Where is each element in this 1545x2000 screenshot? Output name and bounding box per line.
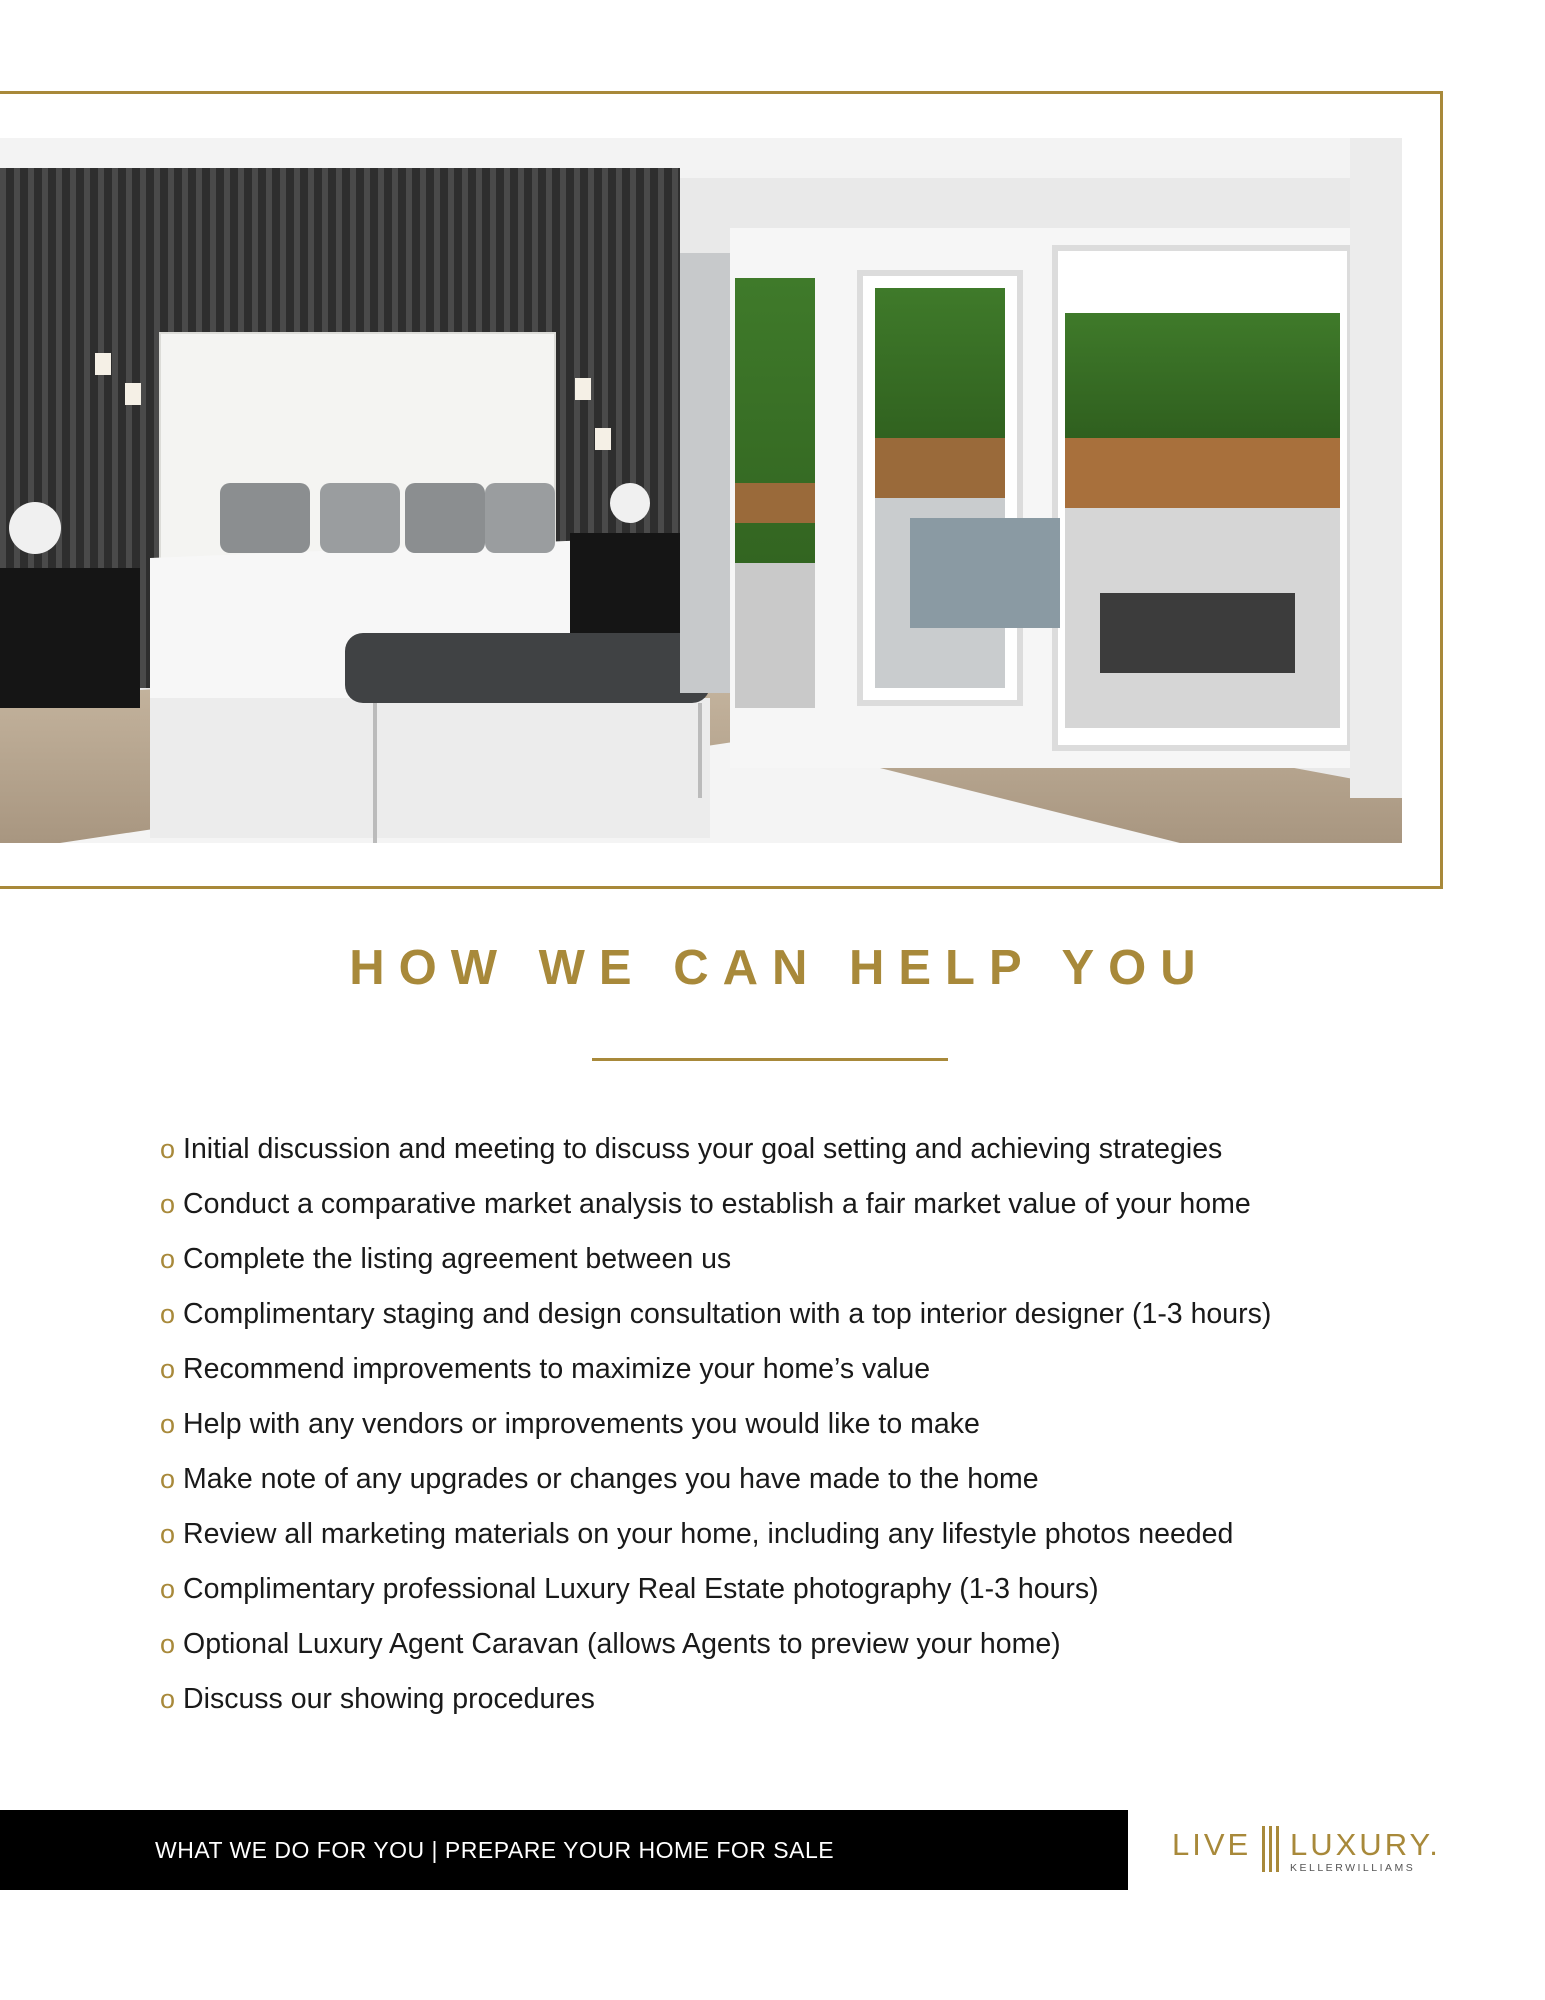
bullet-marker: o	[160, 1244, 176, 1274]
list-item-text: Make note of any upgrades or changes you have made to the home	[183, 1463, 1039, 1495]
bullet-marker: o	[160, 1629, 176, 1659]
logo-pillars-icon	[1260, 1826, 1286, 1872]
bullet-marker: o	[160, 1464, 176, 1494]
bullet-marker: o	[160, 1684, 176, 1714]
services-list	[160, 1122, 1271, 1727]
list-item	[160, 1397, 1271, 1452]
list-item	[160, 1232, 1271, 1287]
bullet-marker: o	[160, 1519, 176, 1549]
list-item-text: Complete the listing agreement between us	[183, 1243, 732, 1275]
list-item-text: Optional Luxury Agent Caravan (allows Agents to preview your home)	[183, 1628, 1061, 1660]
logo-subtitle: KELLERWILLIAMS	[1290, 1862, 1416, 1874]
footer-bar	[0, 1810, 1128, 1890]
list-item-text: Initial discussion and meeting to discuss your goal setting and achieving strategies	[183, 1133, 1223, 1165]
list-item-text: Discuss our showing procedures	[183, 1683, 595, 1715]
bullet-marker: o	[160, 1409, 176, 1439]
logo-word-luxury: LUXURY.	[1290, 1827, 1441, 1862]
list-item-text: Complimentary professional Luxury Real Estate photography (1-3 hours)	[183, 1573, 1099, 1605]
list-item	[160, 1617, 1271, 1672]
section-heading: HOW WE CAN HELP YOU	[349, 941, 1210, 995]
list-item	[160, 1672, 1271, 1727]
list-item-text: Review all marketing materials on your home, including any lifestyle photos needed	[183, 1518, 1234, 1550]
list-item-text: Recommend improvements to maximize your home’s value	[183, 1353, 931, 1385]
list-item	[160, 1177, 1271, 1232]
list-item-text: Help with any vendors or improvements you would like to make	[183, 1408, 980, 1440]
hero-bedroom-photo	[0, 138, 1402, 843]
bullet-marker: o	[160, 1189, 176, 1219]
list-item	[160, 1507, 1271, 1562]
list-item	[160, 1287, 1271, 1342]
bullet-marker: o	[160, 1134, 176, 1164]
live-luxury-logo	[1172, 1826, 1442, 1874]
bullet-marker: o	[160, 1299, 176, 1329]
bullet-marker: o	[160, 1354, 176, 1384]
list-item	[160, 1122, 1271, 1177]
heading-divider	[592, 1058, 948, 1061]
list-item	[160, 1452, 1271, 1507]
footer-text: WHAT WE DO FOR YOU | PREPARE YOUR HOME FOR SALE	[155, 1837, 835, 1863]
logo-word-live: LIVE	[1172, 1827, 1252, 1862]
list-item-text: Complimentary staging and design consultation with a top interior designer (1-3 hours)	[183, 1298, 1272, 1330]
bullet-marker: o	[160, 1574, 176, 1604]
list-item	[160, 1342, 1271, 1397]
list-item	[160, 1562, 1271, 1617]
list-item-text: Conduct a comparative market analysis to establish a fair market value of your home	[183, 1188, 1251, 1220]
